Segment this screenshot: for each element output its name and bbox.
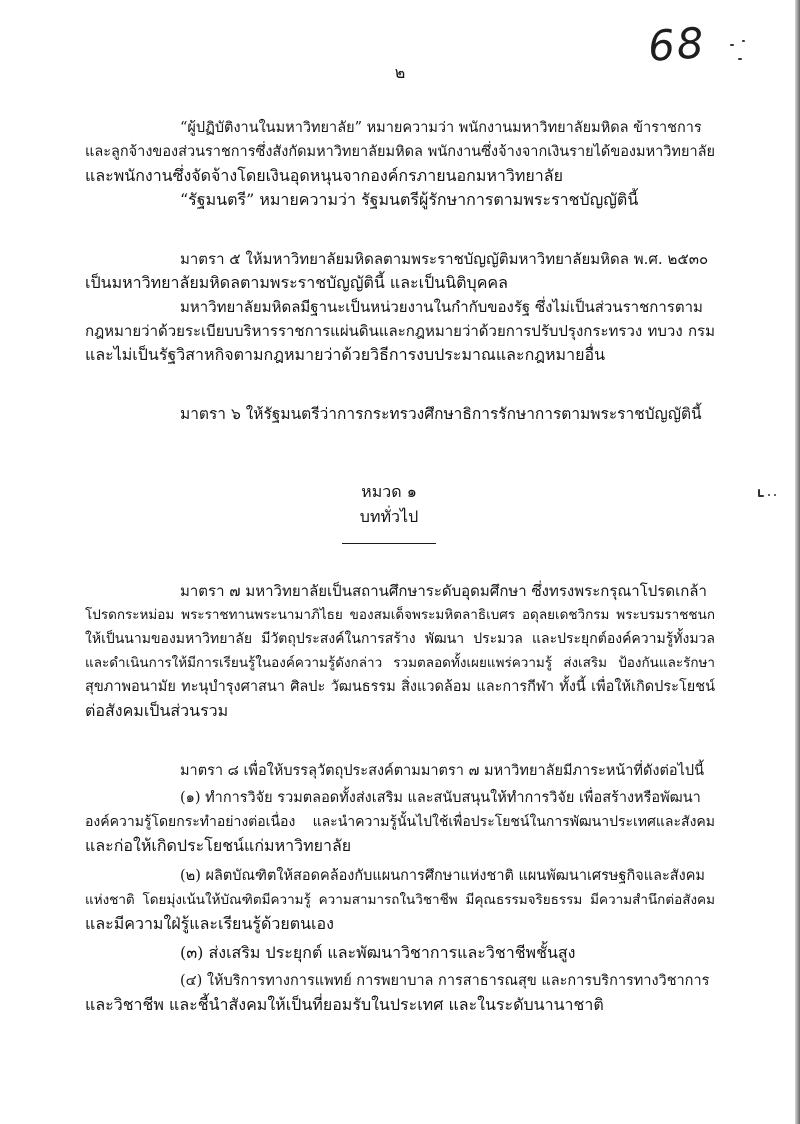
section-5-line-3: มหาวิทยาลัยมหิดลมีฐานะเป็นหน่วยงานในกำกับของรัฐ ซึ่งไม่เป็นส่วนราชการตาม: [180, 298, 703, 316]
handwritten-folio-number: 68: [646, 18, 708, 71]
section-5-line-1: มาตรา ๕ ให้มหาวิทยาลัยมหิดลตามพระราชบัญญัติมหาวิทยาลัยมหิดล พ.ศ. ๒๕๓๐: [180, 250, 709, 268]
section-5-line-2: เป็นมหาวิทยาลัยมหิดลตามพระราชบัญญัตินี้ และเป็นนิติบุคคล: [85, 273, 508, 292]
definition-worker-line-3: และพนักงานซึ่งจัดจ้างโดยเงินอุดหนุนจากองค์กรภายนอกมหาวิทยาลัย: [85, 166, 563, 185]
section-8-item-3-line-1: (๓) ส่งเสริม ประยุกต์ และพัฒนาวิชาการและวิชาชีพชั้นสูง: [180, 943, 576, 962]
section-7-line-1: มาตรา ๗ มหาวิทยาลัยเป็นสถานศึกษาระดับอุดมศึกษา ซึ่งทรงพระกรุณาโปรดเกล้า: [180, 582, 707, 600]
section-5-line-4: กฎหมายว่าด้วยระเบียบบริหารราชการแผ่นดินและกฎหมายว่าด้วยการปรับปรุงกระทรวง ทบวง กรม: [85, 322, 715, 340]
scan-mark: [768, 494, 770, 496]
section-7-line-3: ให้เป็นนามของมหาวิทยาลัย มีวัตถุประสงค์ในการสร้าง พัฒนา ประมวล และประยุกต์องค์ความรู้ทั้งมวล: [85, 631, 715, 647]
section-5-line-5: และไม่เป็นรัฐวิสาหกิจตามกฎหมายว่าด้วยวิธีการงบประมาณและกฎหมายอื่น: [85, 345, 605, 364]
chapter-title: บททั่วไป: [359, 507, 419, 526]
scan-mark: [738, 58, 742, 60]
page-number: ๒: [394, 63, 406, 82]
section-8-item-2-line-1: (๒) ผลิตบัณฑิตให้สอดคล้องกับแผนการศึกษาแห่งชาติ แผนพัฒนาเศรษฐกิจและสังคม: [180, 868, 705, 884]
definition-worker-line-1: “ผู้ปฏิบัติงานในมหาวิทยาลัย” หมายความว่า พนักงานมหาวิทยาลัยมหิดล ข้าราชการ: [180, 120, 702, 136]
scan-edge-shadow: [795, 0, 800, 1124]
definition-worker-line-2: และลูกจ้างของส่วนราชการซึ่งสังกัดมหาวิทยาลัยมหิดล พนักงานซึ่งจ้างจากเงินรายได้ของมหาวิทยาลัย: [85, 144, 715, 160]
section-8-item-1-line-2: องค์ความรู้โดยกระทำอย่างต่อเนื่อง และนำความรู้นั้นไปใช้เพื่อประโยชน์ในการพัฒนาประเทศและสังคม: [85, 814, 715, 830]
scan-mark: [758, 495, 764, 497]
scan-mark: [774, 494, 776, 496]
section-7-line-5: สุขภาพอนามัย ทะนุบำรุงศาสนา ศิลปะ วัฒนธรรม สิ่งแวดล้อม และการกีฬา ทั้งนี้ เพื่อให้เกิดประโยชน์: [85, 679, 715, 695]
section-8-item-1-line-3: และก่อให้เกิดประโยชน์แก่มหาวิทยาลัย: [85, 836, 352, 855]
section-8-item-1-line-1: (๑) ทำการวิจัย รวมตลอดทั้งส่งเสริม และสนับสนุนให้ทำการวิจัย เพื่อสร้างหรือพัฒนา: [180, 790, 701, 806]
chapter-divider: [342, 543, 436, 544]
definition-minister-line: “รัฐมนตรี” หมายความว่า รัฐมนตรีผู้รักษาการตามพระราชบัญญัตินี้: [180, 190, 639, 209]
scan-mark: [730, 44, 734, 46]
section-8-item-2-line-3: และมีความใฝ่รู้และเรียนรู้ด้วยตนเอง: [85, 914, 334, 933]
chapter-heading: หมวด ๑: [361, 482, 417, 501]
section-8-item-4-line-1: (๔) ให้บริการทางการแพทย์ การพยาบาล การสาธารณสุข และการบริการทางวิชาการ: [180, 973, 710, 989]
section-8-intro: มาตรา ๘ เพื่อให้บรรลุวัตถุประสงค์ตามมาตรา ๗ มหาวิทยาลัยมีภาระหน้าที่ดังต่อไปนี้: [180, 763, 705, 779]
section-7-line-4: และดำเนินการให้มีการเรียนรู้ในองค์ความรู้ดังกล่าว รวมตลอดทั้งเผยแพร่ความรู้ ส่งเสริม ป้องกันและรักษา: [85, 655, 715, 671]
section-7-line-6: ต่อสังคมเป็นส่วนรวม: [85, 701, 229, 720]
scan-mark: [742, 40, 745, 42]
section-8-item-2-line-2: แห่งชาติ โดยมุ่งเน้นให้บัณฑิตมีความรู้ ความสามารถในวิชาชีพ มีคุณธรรมจริยธรรม มีความสำนึกต่อสังคม: [85, 892, 715, 908]
section-7-line-2: โปรดกระหม่อม พระราชทานพระนามาภิไธย ของสมเด็จพระมหิตลาธิเบศร อดุลยเดชวิกรม พระบรมราชชนก: [85, 607, 715, 623]
section-8-item-4-line-2: และวิชาชีพ และชี้นำสังคมให้เป็นที่ยอมรับในประเทศ และในระดับนานาชาติ: [85, 995, 604, 1014]
section-6-line: มาตรา ๖ ให้รัฐมนตรีว่าการกระทรวงศึกษาธิการรักษาการตามพระราชบัญญัตินี้: [180, 405, 702, 423]
